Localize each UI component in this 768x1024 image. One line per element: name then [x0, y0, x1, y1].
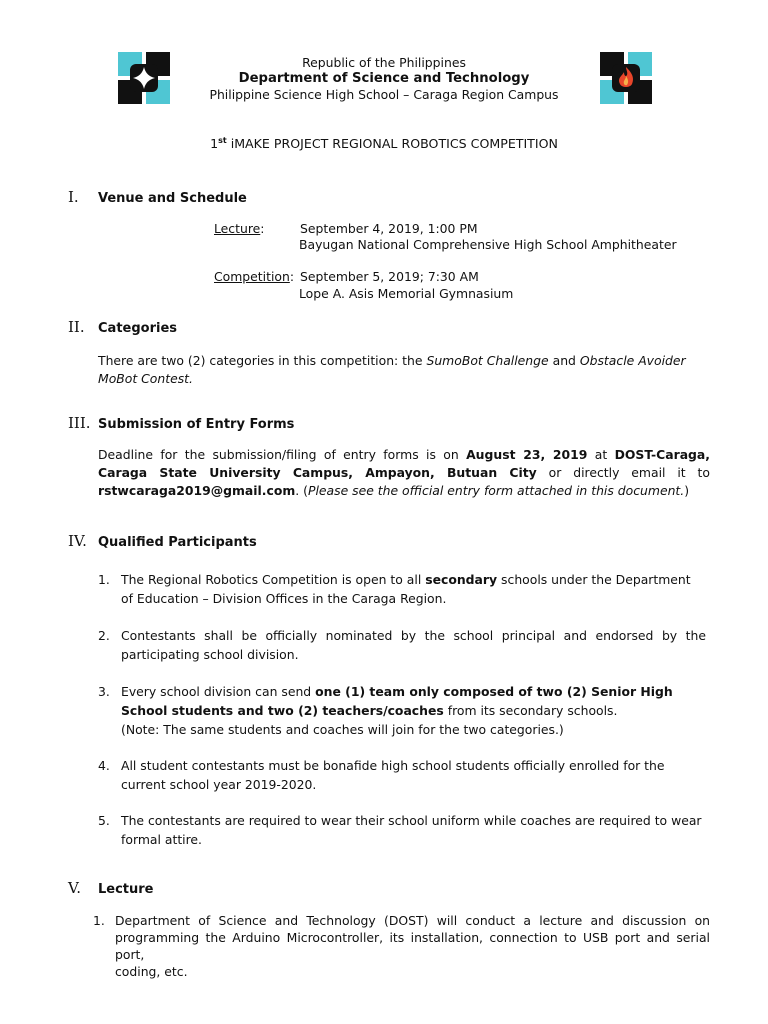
emphasis: one (1) team only composed of two (2) Senior High	[315, 684, 673, 699]
section-title: Lecture	[98, 882, 154, 897]
section-numeral: IV.	[68, 532, 87, 550]
title-ordinal-suffix: st	[218, 136, 227, 145]
lecture-venue: Bayugan National Comprehensive High School Amphitheater	[299, 237, 677, 252]
section-heading-venue	[68, 188, 247, 206]
competition-label: Competition	[214, 269, 290, 284]
letterhead-department: Department of Science and Technology	[238, 71, 530, 86]
title-text: iMAKE PROJECT REGIONAL ROBOTICS COMPETITION	[226, 136, 558, 152]
text-run: programming the Arduino Microcontroller, its installation, connection to USB port and serial port,	[115, 930, 710, 962]
submission-place-detail: Caraga State University Campus, Ampayon, Butuan City	[98, 465, 537, 480]
text-run: . (	[295, 483, 308, 498]
document-title	[0, 136, 768, 151]
section-heading-participants	[68, 532, 257, 550]
category-obstacle-avoider: Obstacle Avoider	[579, 353, 686, 368]
list-text	[121, 756, 706, 794]
categories-paragraph	[98, 352, 708, 388]
letterhead-republic: Republic of the Philippines	[302, 55, 466, 70]
section-heading-submission	[68, 414, 294, 432]
section-heading-lecture	[68, 879, 154, 897]
submission-line-1	[98, 446, 710, 464]
emphasis: School students and two (2) teachers/coaches	[121, 703, 444, 718]
list-text	[115, 912, 710, 980]
section-title: Categories	[98, 321, 178, 336]
emphasis: secondary	[425, 572, 498, 587]
section-title: Submission of Entry Forms	[98, 417, 295, 432]
section-heading-categories	[68, 318, 177, 336]
lecture-label: Lecture	[214, 221, 261, 236]
lecture-date: September 4, 2019, 1:00 PM	[300, 221, 478, 236]
text-run: The contestants are required to wear their school uniform while coaches are required to wear	[121, 813, 702, 828]
category-sumobot: SumoBot Challenge	[426, 353, 549, 368]
text-run: .	[189, 371, 193, 386]
section-numeral: III.	[68, 414, 91, 432]
list-text	[121, 682, 706, 739]
text-run: participating school division.	[121, 647, 299, 662]
text-run: of Education – Division Offices in the Caraga Region.	[121, 591, 447, 606]
label-colon: :	[260, 221, 265, 236]
list-number: 4.	[98, 758, 110, 773]
list-number: 1.	[98, 572, 110, 587]
text-run: schools under the Department	[497, 572, 691, 587]
competition-schedule-label	[214, 269, 294, 284]
text-run: from its secondary schools.	[443, 703, 618, 718]
submission-place: DOST-Caraga,	[614, 447, 710, 462]
section-title: Venue and Schedule	[98, 191, 247, 206]
submission-paragraph	[98, 446, 710, 499]
list-number: 1.	[93, 913, 105, 928]
lecture-schedule-label	[214, 221, 264, 236]
text-run: Deadline for the submission/filing of entry forms is on	[98, 447, 467, 462]
title-ordinal: 1	[210, 136, 219, 152]
label-colon: :	[289, 269, 295, 284]
list-text	[121, 811, 706, 849]
section-numeral: I.	[68, 188, 79, 206]
text-run: and	[548, 353, 580, 368]
submission-line-3	[98, 482, 710, 499]
entry-form-note: Please see the official entry form attached in this document.	[307, 483, 685, 498]
text-run: current school year 2019-2020.	[121, 777, 317, 792]
text-run: There are two (2) categories in this competition: the	[98, 353, 427, 368]
category-mobot: MoBot Contest	[98, 371, 190, 386]
text-run: coding, etc.	[115, 964, 188, 979]
text-run: (Note: The same students and coaches will join for the two categories.)	[121, 722, 564, 737]
text-run: The Regional Robotics Competition is open to all	[121, 572, 426, 587]
text-run: Department of Science and Technology (DOST) will conduct a lecture and discussion on	[115, 913, 710, 928]
list-text	[121, 570, 706, 608]
section-numeral: II.	[68, 318, 85, 336]
text-run: at	[587, 447, 615, 462]
submission-email: rstwcaraga2019@gmail.com	[98, 483, 296, 498]
competition-date: September 5, 2019; 7:30 AM	[300, 269, 479, 284]
text-run: All student contestants must be bonafide high school students officially enrolled for the	[121, 758, 665, 773]
text-run: formal attire.	[121, 832, 202, 847]
letterhead-campus: Philippine Science High School – Caraga Region Campus	[209, 87, 559, 102]
submission-deadline: August 23, 2019	[466, 447, 588, 462]
list-number: 2.	[98, 628, 110, 643]
text-run: Every school division can send	[121, 684, 316, 699]
letterhead	[150, 55, 618, 103]
list-number: 5.	[98, 813, 110, 828]
submission-line-2	[98, 464, 710, 482]
competition-venue: Lope A. Asis Memorial Gymnasium	[299, 286, 514, 301]
section-numeral: V.	[68, 879, 81, 897]
text-run: Contestants shall be officially nominated by the school principal and endorsed by the	[121, 628, 706, 643]
text-run: )	[684, 483, 690, 498]
text-run: or directly email it to	[536, 465, 710, 480]
section-title: Qualified Participants	[98, 535, 257, 550]
list-number: 3.	[98, 684, 110, 699]
list-text	[121, 626, 706, 664]
